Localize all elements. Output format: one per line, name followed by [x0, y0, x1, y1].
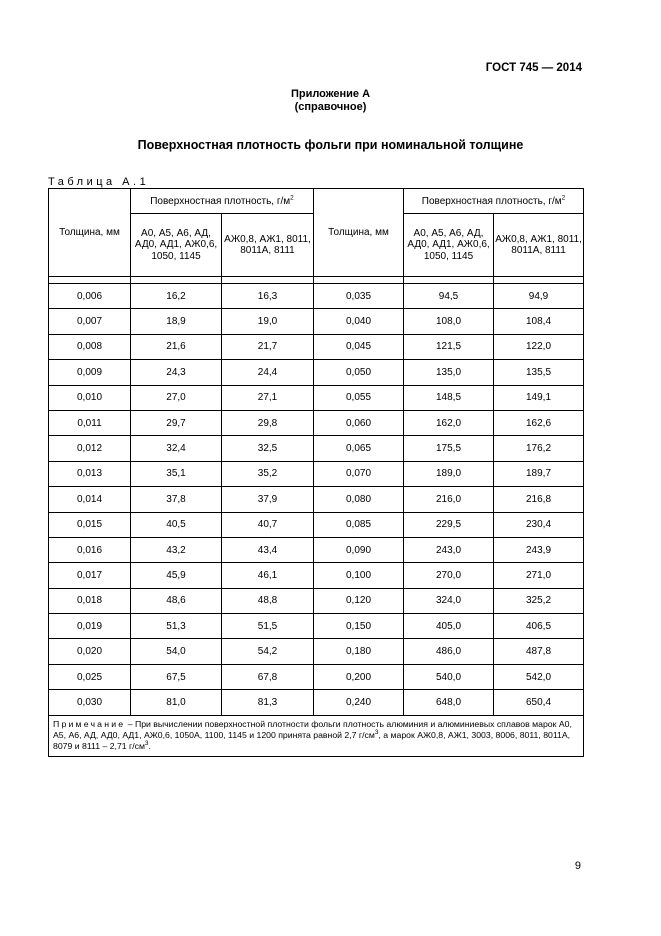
- group1-header-left: А0, А5, А6, АД, АД0, АД1, АЖ0,6, 1050, 1145: [131, 214, 222, 277]
- note-label: Примечание: [53, 718, 126, 729]
- cell-density-g2-right: 487,8: [494, 639, 584, 664]
- cell-thickness-left: 0,010: [49, 385, 131, 410]
- cell-thickness-left: 0,030: [49, 690, 131, 715]
- cell-thickness-right: 0,040: [314, 309, 404, 334]
- table-row: [49, 537, 584, 562]
- cell-density-g2-right: 149,1: [494, 385, 584, 410]
- density-table: [48, 188, 584, 757]
- cell-density-g1-left: 51,3: [131, 614, 222, 639]
- header-spacer: [49, 277, 584, 284]
- cell-thickness-left: 0,015: [49, 512, 131, 537]
- cell-density-g2-left: 54,2: [222, 639, 314, 664]
- density-header-left: Поверхностная плотность, $г/м^2$: [131, 189, 314, 214]
- cell-density-g2-right: 122,0: [494, 334, 584, 359]
- page-title: Поверхностная плотность фольги при номинальной толщине: [137, 138, 524, 152]
- appendix-label: Приложение А: [290, 88, 371, 100]
- cell-density-g1-left: 35,1: [131, 461, 222, 486]
- table-row: [49, 410, 584, 435]
- table-note: [49, 715, 584, 756]
- table-row: [49, 512, 584, 537]
- cell-density-g2-right: 542,0: [494, 664, 584, 689]
- cell-thickness-right: 0,180: [314, 639, 404, 664]
- cell-density-g2-left: 19,0: [222, 309, 314, 334]
- cell-thickness-left: 0,007: [49, 309, 131, 334]
- cell-density-g2-left: 27,1: [222, 385, 314, 410]
- cell-density-g1-left: 21,6: [131, 334, 222, 359]
- cell-density-g1-right: 324,0: [404, 588, 494, 613]
- group2-header-left: АЖ0,8, АЖ1, 8011, 8011А, 8111: [222, 214, 314, 277]
- cell-density-g1-right: 162,0: [404, 410, 494, 435]
- cell-density-g1-right: 229,5: [404, 512, 494, 537]
- cell-density-g2-right: 189,7: [494, 461, 584, 486]
- thickness-header-right: Толщина, мм: [314, 189, 404, 277]
- page-number: 9: [574, 860, 581, 872]
- cell-thickness-left: 0,006: [49, 284, 131, 309]
- cell-density-g1-right: 486,0: [404, 639, 494, 664]
- cell-density-g1-right: 405,0: [404, 614, 494, 639]
- cell-thickness-right: 0,120: [314, 588, 404, 613]
- appendix-kind: (справочное): [294, 101, 367, 113]
- cell-density-g1-right: 540,0: [404, 664, 494, 689]
- cell-density-g1-left: 43,2: [131, 537, 222, 562]
- note-text-end: .: [148, 740, 151, 751]
- table-body: [49, 277, 584, 716]
- cell-thickness-left: 0,019: [49, 614, 131, 639]
- cell-density-g1-right: 216,0: [404, 487, 494, 512]
- table-row: [49, 284, 584, 309]
- cell-density-g1-right: 189,0: [404, 461, 494, 486]
- table-row: [49, 639, 584, 664]
- cell-thickness-left: 0,020: [49, 639, 131, 664]
- table-row: [49, 563, 584, 588]
- cell-thickness-left: 0,009: [49, 360, 131, 385]
- cell-density-g2-left: 43,4: [222, 537, 314, 562]
- note-text-1: – При вычислении поверхностной плотности фольги плотность алюминия и алюминиевых сплавов марок А0, А5, А6, АД, АД0, АД1, АЖ0,6, 1050А, 1100, 1145 и 1200 принята равной 2,7 г/см: [53, 718, 572, 740]
- group1-header-right: А0, А5, А6, АД, АД0, АД1, АЖ0,6, 1050, 1145: [404, 214, 494, 277]
- cell-thickness-left: 0,018: [49, 588, 131, 613]
- table-row: [49, 309, 584, 334]
- cell-thickness-left: 0,011: [49, 410, 131, 435]
- cell-thickness-left: 0,017: [49, 563, 131, 588]
- note-sup-1: 3: [374, 728, 379, 736]
- cell-density-g2-right: 176,2: [494, 436, 584, 461]
- cell-density-g1-left: 48,6: [131, 588, 222, 613]
- cell-density-g1-left: 18,9: [131, 309, 222, 334]
- cell-density-g2-right: 243,9: [494, 537, 584, 562]
- cell-density-g1-left: 16,2: [131, 284, 222, 309]
- cell-thickness-right: 0,050: [314, 360, 404, 385]
- cell-density-g2-left: 24,4: [222, 360, 314, 385]
- cell-thickness-left: 0,008: [49, 334, 131, 359]
- cell-density-g1-right: 175,5: [404, 436, 494, 461]
- cell-thickness-left: 0,025: [49, 664, 131, 689]
- cell-density-g1-right: 108,0: [404, 309, 494, 334]
- cell-density-g2-right: 650,4: [494, 690, 584, 715]
- cell-density-g1-right: 135,0: [404, 360, 494, 385]
- cell-density-g1-right: 121,5: [404, 334, 494, 359]
- cell-thickness-right: 0,065: [314, 436, 404, 461]
- cell-density-g2-left: 67,8: [222, 664, 314, 689]
- table-row: [49, 385, 584, 410]
- cell-thickness-right: 0,070: [314, 461, 404, 486]
- cell-density-g2-right: 325,2: [494, 588, 584, 613]
- cell-density-g2-left: 37,9: [222, 487, 314, 512]
- cell-density-g2-right: 135,5: [494, 360, 584, 385]
- cell-density-g1-left: 67,5: [131, 664, 222, 689]
- cell-thickness-right: 0,150: [314, 614, 404, 639]
- cell-thickness-right: 0,085: [314, 512, 404, 537]
- cell-density-g1-left: 37,8: [131, 487, 222, 512]
- cell-density-g1-left: 24,3: [131, 360, 222, 385]
- cell-density-g2-left: 40,7: [222, 512, 314, 537]
- cell-thickness-left: 0,014: [49, 487, 131, 512]
- note-sup-2: 3: [144, 739, 149, 747]
- cell-thickness-right: 0,080: [314, 487, 404, 512]
- table-row: [49, 360, 584, 385]
- cell-density-g2-right: 216,8: [494, 487, 584, 512]
- cell-density-g2-right: 230,4: [494, 512, 584, 537]
- cell-density-g1-left: 29,7: [131, 410, 222, 435]
- cell-density-g2-left: 48,8: [222, 588, 314, 613]
- cell-density-g2-left: 29,8: [222, 410, 314, 435]
- table-row: [49, 690, 584, 715]
- table-row: [49, 664, 584, 689]
- table-row: [49, 614, 584, 639]
- cell-thickness-right: 0,090: [314, 537, 404, 562]
- cell-density-g2-right: 162,6: [494, 410, 584, 435]
- cell-density-g1-right: 243,0: [404, 537, 494, 562]
- table-row: [49, 487, 584, 512]
- cell-thickness-right: 0,200: [314, 664, 404, 689]
- cell-density-g1-right: 94,5: [404, 284, 494, 309]
- cell-density-g1-left: 32,4: [131, 436, 222, 461]
- thickness-header-left: Толщина, мм: [49, 189, 131, 277]
- cell-density-g2-right: 108,4: [494, 309, 584, 334]
- cell-density-g2-left: 21,7: [222, 334, 314, 359]
- cell-density-g1-left: 54,0: [131, 639, 222, 664]
- cell-density-g2-right: 271,0: [494, 563, 584, 588]
- cell-density-g2-left: 46,1: [222, 563, 314, 588]
- cell-density-g2-left: 32,5: [222, 436, 314, 461]
- density-header-right: Поверхностная плотность, $г/м^2$: [404, 189, 584, 214]
- cell-thickness-right: 0,045: [314, 334, 404, 359]
- cell-thickness-right: 0,240: [314, 690, 404, 715]
- cell-density-g2-left: 16,3: [222, 284, 314, 309]
- cell-density-g2-left: 51,5: [222, 614, 314, 639]
- cell-thickness-left: 0,016: [49, 537, 131, 562]
- appendix-heading: [0, 88, 661, 114]
- table-row: [49, 588, 584, 613]
- cell-density-g1-left: 81,0: [131, 690, 222, 715]
- note-text-2: , а марок АЖ0,8, АЖ1, 3003, 8006, 8011, 8011А, 8079 и 8111 – 2,71 г/см: [53, 729, 571, 751]
- cell-density-g1-left: 40,5: [131, 512, 222, 537]
- table-row: [49, 334, 584, 359]
- cell-density-g2-left: 81,3: [222, 690, 314, 715]
- table-row: [49, 436, 584, 461]
- cell-density-g1-left: 45,9: [131, 563, 222, 588]
- cell-thickness-right: 0,035: [314, 284, 404, 309]
- group2-header-right: АЖ0,8, АЖ1, 8011, 8011А, 8111: [494, 214, 584, 277]
- cell-density-g1-right: 648,0: [404, 690, 494, 715]
- document-code: ГОСТ 745 — 2014: [485, 62, 582, 74]
- table-caption: Таблица А.1: [48, 176, 150, 188]
- cell-thickness-right: 0,055: [314, 385, 404, 410]
- cell-thickness-left: 0,013: [49, 461, 131, 486]
- cell-density-g1-right: 270,0: [404, 563, 494, 588]
- cell-density-g1-left: 27,0: [131, 385, 222, 410]
- cell-density-g1-right: 148,5: [404, 385, 494, 410]
- cell-thickness-right: 0,060: [314, 410, 404, 435]
- cell-thickness-left: 0,012: [49, 436, 131, 461]
- cell-thickness-right: 0,100: [314, 563, 404, 588]
- table-row: [49, 461, 584, 486]
- cell-density-g2-right: 94,9: [494, 284, 584, 309]
- cell-density-g2-left: 35,2: [222, 461, 314, 486]
- cell-density-g2-right: 406,5: [494, 614, 584, 639]
